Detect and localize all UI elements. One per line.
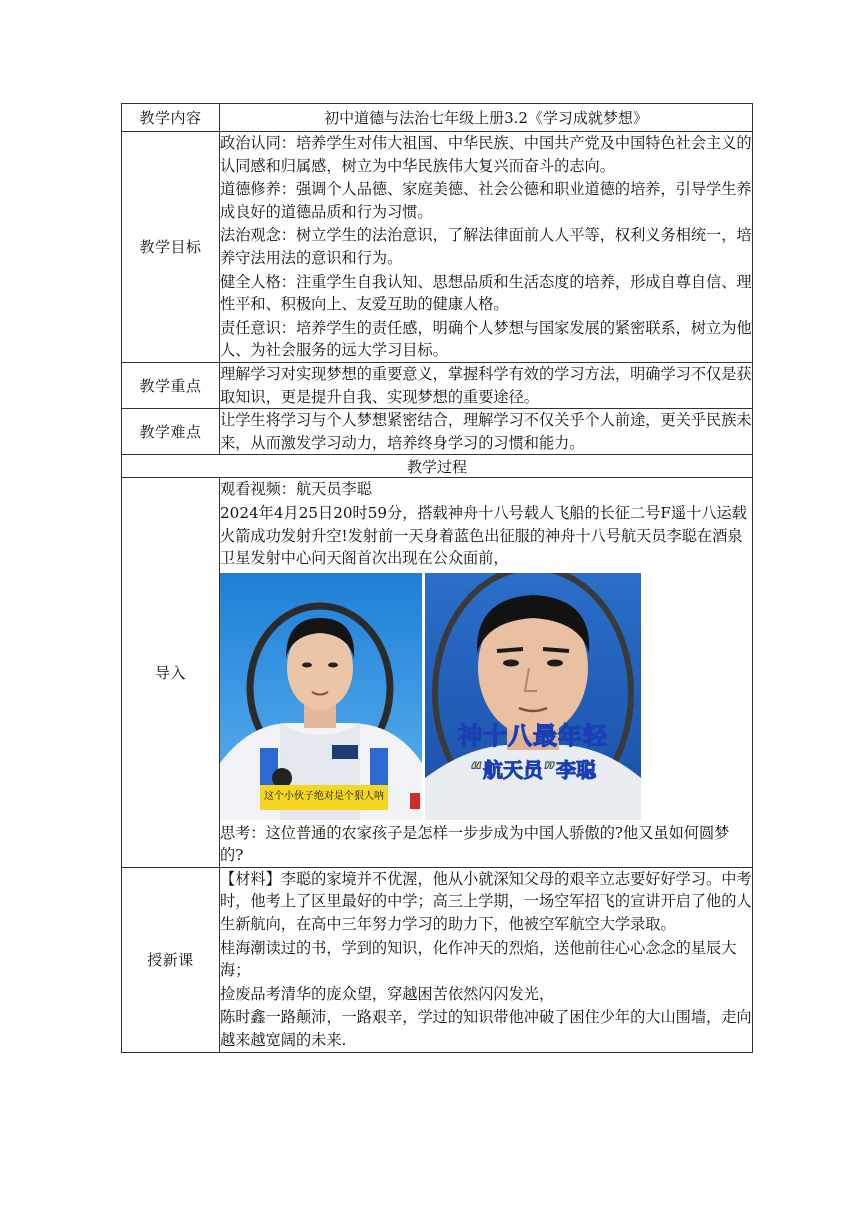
- astronaut-photo-right: [425, 573, 641, 820]
- focus-row: [122, 362, 753, 408]
- focus-text: 理解学习对实现梦想的重要意义，掌握科学有效的学习方法，明确学习不仅是获取知识，更是提升自我、实现梦想的重要途径。: [220, 362, 753, 408]
- photo-caption-right-bottom: “航天员”李聪: [469, 757, 597, 782]
- intro-content: [220, 478, 753, 868]
- difficulty-text: 让学生将学习与个人梦想紧密结合，理解学习不仅关乎个人前途，更关乎民族未来，从而激发学习动力，培养终身学习的习惯和能力。: [220, 409, 753, 455]
- photo-caption-left: 这个小伙子绝对是个狠人呐: [260, 785, 388, 810]
- intro-description: 2024年4月25日20时59分，搭载神舟十八号载人飞船的长征二号F遥十八运载火箭成功发射升空!发射前一天身着蓝色出征服的神舟十八号航天员李聪在酒泉卫星发射中心问天阁首次出现在公众面前，: [220, 503, 747, 568]
- goal-item: 法治观念：树立学生的法治意识，了解法律面前人人平等，权利义务相统一，培养守法用法的意识和行为。: [220, 226, 752, 267]
- lesson-example: 桂海潮读过的书，学到的知识，化作冲天的烈焰，送他前往心心念念的星辰大海；: [220, 938, 737, 980]
- lesson-example: 陈时鑫一路颠沛，一路艰辛，学过的知识带他冲破了困住少年的大山围墙，走向越来越宽阔的未来.: [220, 1008, 752, 1050]
- lesson-label: 授新课: [122, 867, 220, 1052]
- content-row: [122, 104, 753, 132]
- lesson-content: [220, 867, 753, 1052]
- focus-label: 教学重点: [122, 362, 220, 408]
- intro-video-line: 观看视频：航天员李聪: [220, 480, 372, 499]
- goal-item: 道德修养：强调个人品德、家庭美德、社会公德和职业道德的培养，引导学生养成良好的道德品质和行为习惯。: [220, 180, 752, 221]
- intro-question: 思考：这位普通的农家孩子是怎样一步步成为中国人骄傲的?他又虽如何圆梦的?: [220, 823, 730, 865]
- lesson-plan-table: [121, 103, 753, 1053]
- intro-row: [122, 478, 753, 868]
- process-heading: 教学过程: [122, 455, 753, 478]
- goal-item: 政治认同：培养学生对伟大祖国、中华民族、中国共产党及中国特色社会主义的认同感和归属感，树立为中华民族伟大复兴而奋斗的志向。: [220, 134, 752, 175]
- process-row: [122, 455, 753, 478]
- astronaut-photo-left: [220, 573, 422, 820]
- difficulty-label: 教学难点: [122, 409, 220, 455]
- goals-row: [122, 132, 753, 363]
- lesson-material: 【材料】李聪的家境并不优渥，他从小就深知父母的艰辛立志要好好学习。中考时，他考上了区里最好的中学；高三上学期，一场空军招飞的宣讲开启了他的人生新航向，在高中三年努力学习的助力下，他被空军航空大学录取。: [220, 869, 752, 934]
- content-label: 教学内容: [122, 104, 220, 132]
- goals-label: 教学目标: [122, 132, 220, 363]
- goal-item: 责任意识：培养学生的责任感，明确个人梦想与国家发展的紧密联系，树立为他人、为社会服务的远大学习目标。: [220, 318, 752, 360]
- astronaut-photos: [220, 573, 752, 820]
- goals-content: [220, 132, 753, 363]
- photo-caption-right-top: 神十八最年轻: [458, 721, 608, 750]
- lesson-example: 捡废品考清华的庞众望，穿越困苦依然闪闪发光，: [220, 984, 555, 1003]
- lesson-row: [122, 867, 753, 1052]
- goal-item: 健全人格：注重学生自我认知、思想品质和生活态度的培养，形成自尊自信、理性平和、积极向上、友爱互助的健康人格。: [220, 272, 752, 314]
- intro-label: 导入: [122, 478, 220, 868]
- content-value: 初中道德与法治七年级上册3.2《学习成就梦想》: [220, 104, 753, 132]
- difficulty-row: [122, 409, 753, 455]
